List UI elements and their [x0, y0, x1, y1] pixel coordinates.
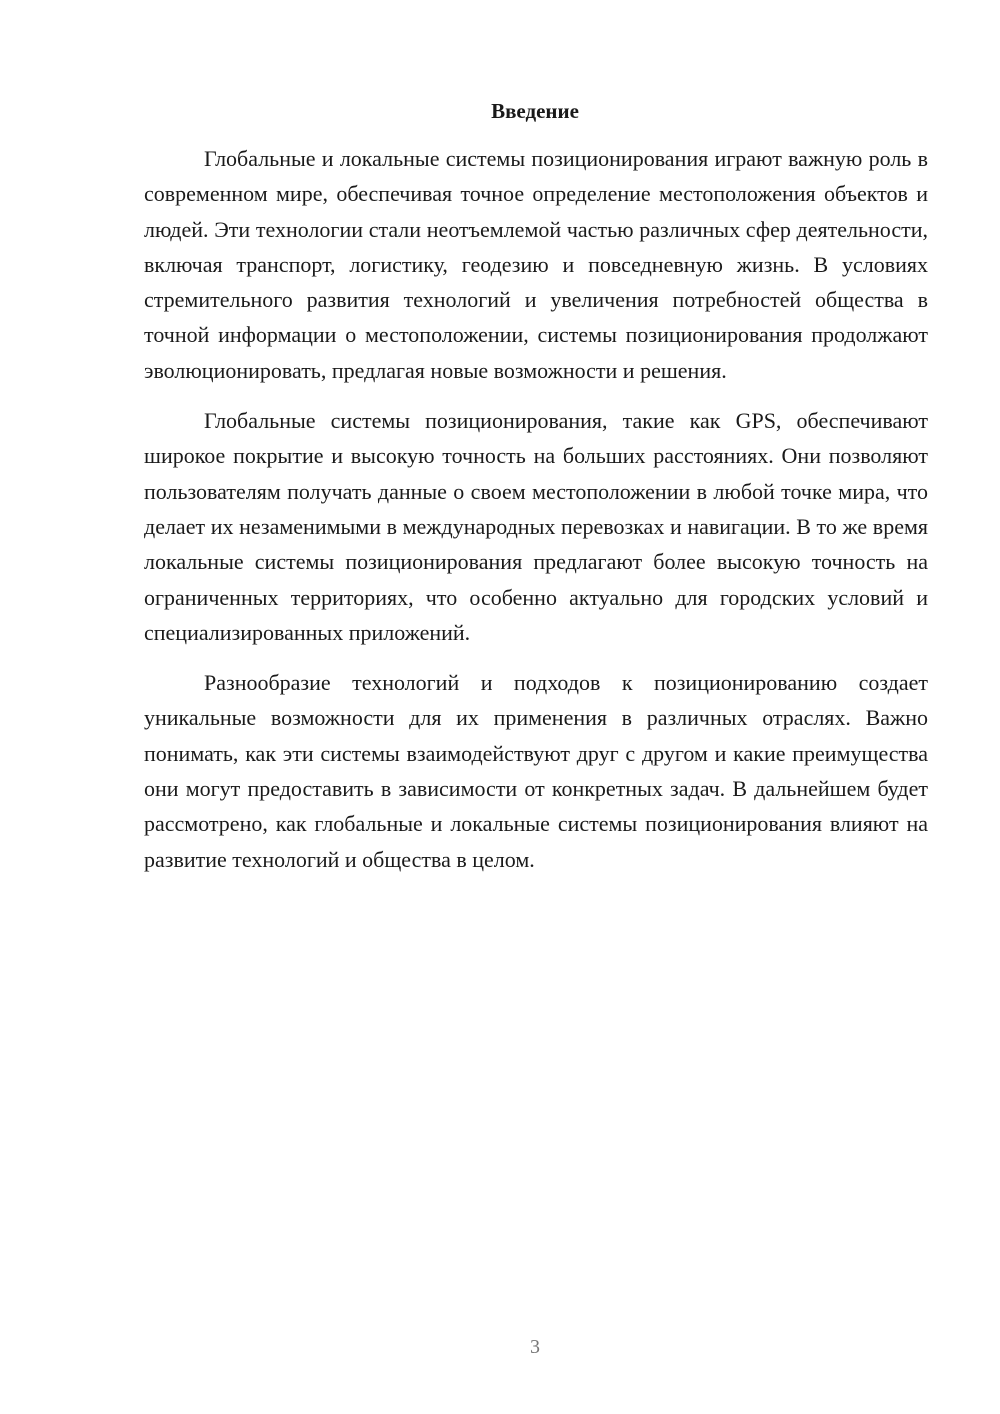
paragraph-2: Глобальные системы позиционирования, такие как GPS, обеспечивают широкое покрытие и высокую точность на больших расстояниях. Они позволяют пользователям получать данные о своем местоположении в любой точке мира, что делает их незаменимыми в международных перевозках и навигации. В то же время локальные системы позиционирования предлагают более высокую точность на ограниченных территориях, что особенно актуально для городских условий и специализированных приложений. [144, 408, 928, 645]
paragraph-3: Разнообразие технологий и подходов к позиционированию создает уникальные возможности для их применения в различных отраслях. Важно понимать, как эти системы взаимодействуют друг с другом и какие преимущества они могут предоставить в зависимости от конкретных задач. В дальнейшем будет рассмотрено, как глобальные и локальные системы позиционирования влияют на развитие технологий и общества в целом. [144, 670, 928, 872]
section-title: Введение [491, 99, 579, 123]
page-number: 3 [530, 1336, 540, 1358]
paragraph-1: Глобальные и локальные системы позиционирования играют важную роль в современном мире, обеспечивая точное определение местоположения объектов и людей. Эти технологии стали неотъемлемой частью различных сфер деятельности, включая транспорт, логистику, геодезию и повседневную жизнь. В условиях стремительного развития технологий и увеличения потребностей общества в точной информации о местоположении, системы позиционирования продолжают эволюционировать, предлагая новые возможности и решения. [144, 146, 928, 383]
body-text [144, 141, 928, 892]
